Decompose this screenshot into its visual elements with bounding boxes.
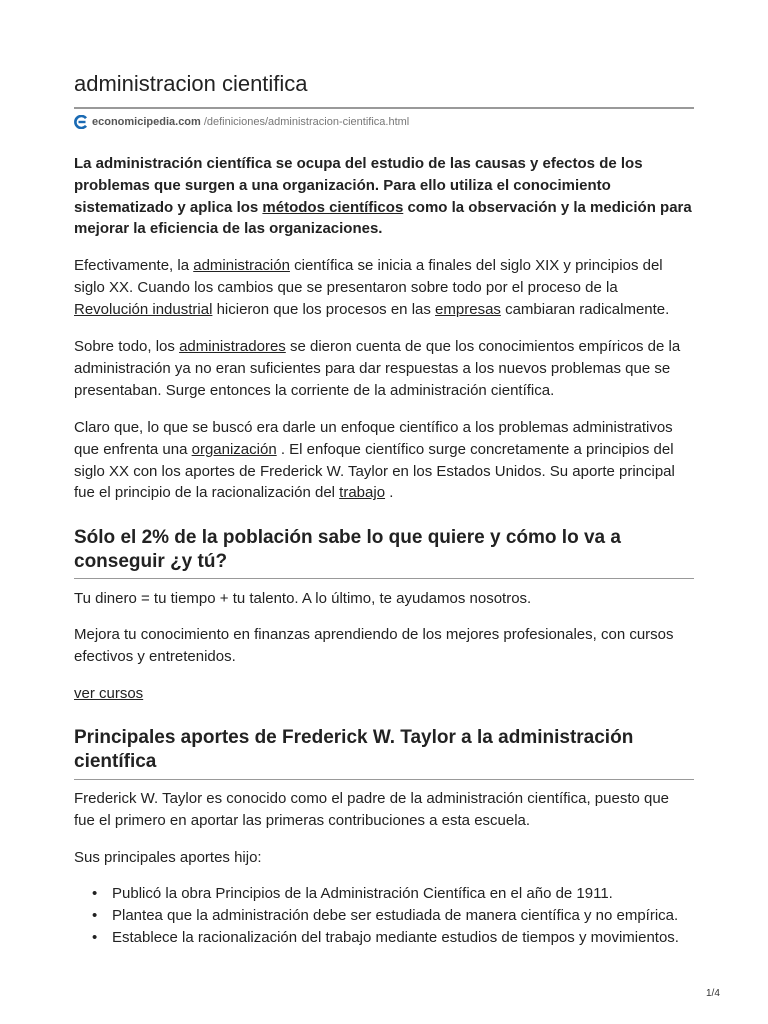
aportes-intro: Sus principales aportes hijo: — [74, 849, 262, 866]
source-line — [74, 114, 409, 130]
list-item-text: Plantea que la administración debe ser estudiada de manera científica y no empírica. — [112, 907, 679, 924]
promo-line-2: Mejora tu conocimiento en finanzas aprendiendo de los mejores profesionales, con cursos efectivos y entretenidos. — [74, 626, 674, 665]
p3-text-1: Claro que, lo que se buscó era darle un enfoque científico a los problemas administrativos que enfrenta una — [74, 419, 673, 458]
organizacion-link[interactable]: organización — [191, 440, 277, 458]
section-heading-taylor: Principales aportes de Frederick W. Taylor a la administración científica — [74, 727, 634, 772]
paragraph-3 — [74, 417, 694, 504]
economipedia-logo-icon — [74, 115, 88, 129]
title-divider — [74, 107, 694, 109]
aportes-list — [74, 883, 694, 949]
page-number: 1/4 — [706, 988, 720, 999]
metodos-cientificos-link[interactable]: métodos científicos — [262, 198, 404, 216]
intro-paragraph — [74, 153, 694, 240]
promo-link-line — [74, 683, 694, 705]
bullet-icon: • — [92, 907, 98, 924]
p3-text-3: . — [385, 484, 394, 502]
ver-cursos-link[interactable]: ver cursos — [74, 685, 144, 702]
taylor-paragraph: Frederick W. Taylor es conocido como el padre de la administración científica, puesto que fue el primero en aportar las primeras contribuciones a esta escuela. — [74, 790, 670, 829]
trabajo-link[interactable]: trabajo — [339, 484, 386, 502]
list-item-text: Establece la racionalización del trabajo mediante estudios de tiempos y movimientos. — [112, 929, 679, 946]
p1-text-4: cambiaran radicalmente. — [500, 300, 670, 318]
list-item-text: Publicó la obra Principios de la Administración Científica en el año de 1911. — [112, 885, 613, 902]
paragraph-1 — [74, 255, 694, 320]
p1-text-3: hicieron que los procesos en las — [212, 300, 436, 318]
bullet-icon: • — [92, 929, 98, 946]
bullet-icon: • — [92, 885, 98, 902]
list-item — [92, 905, 694, 927]
promo-heading: Sólo el 2% de la población sabe lo que quiere y cómo lo va a conseguir ¿y tú? — [74, 527, 621, 572]
intro-text-1: La administración científica se ocupa del estudio de las causas y efectos de los problemas que surgen a una organización. Para ello utiliza el conocimiento sistematizado y aplica los — [74, 155, 643, 216]
p1-text-2: científica se inicia a finales del siglo XIX y principios del siglo XX. Cuando los cambios que se presentaron sobre todo por el proceso de la — [74, 257, 663, 296]
source-domain-link[interactable]: economicipedia.com — [92, 116, 201, 128]
page-title: administracion cientifica — [74, 71, 308, 96]
administracion-link[interactable]: administración — [193, 257, 290, 274]
revolucion-industrial-link[interactable]: Revolución industrial — [74, 300, 213, 318]
empresas-link[interactable]: empresas — [435, 300, 501, 318]
promo-divider — [74, 578, 694, 579]
promo-line-1: Tu dinero = tu tiempo + tu talento. A lo último, te ayudamos nosotros. — [74, 590, 532, 607]
list-item — [92, 883, 694, 905]
list-item — [92, 927, 694, 949]
p1-text-1: Efectivamente, la — [74, 257, 194, 274]
p3-text-2: . El enfoque científico surge concretamente a principios del siglo XX con los aportes de Frederick W. Taylor en los Estados Unidos. Su aporte principal fue el principio de la racionalización del — [74, 440, 675, 502]
section-divider — [74, 779, 694, 780]
p2-text-1: Sobre todo, los — [74, 338, 180, 355]
paragraph-2 — [74, 336, 694, 401]
source-path: /definiciones/administracion-cientifica.html — [203, 116, 410, 128]
administradores-link[interactable]: administradores — [179, 338, 286, 355]
intro-text-2: como la observación y la medición para mejorar la eficiencia de las organizaciones. — [74, 198, 692, 238]
p2-text-2: se dieron cuenta de que los conocimientos empíricos de la administración ya no eran suficientes para dar respuestas a los nuevos problemas que se presentaban. Surge entonces la corriente de la administración científica. — [74, 338, 681, 399]
